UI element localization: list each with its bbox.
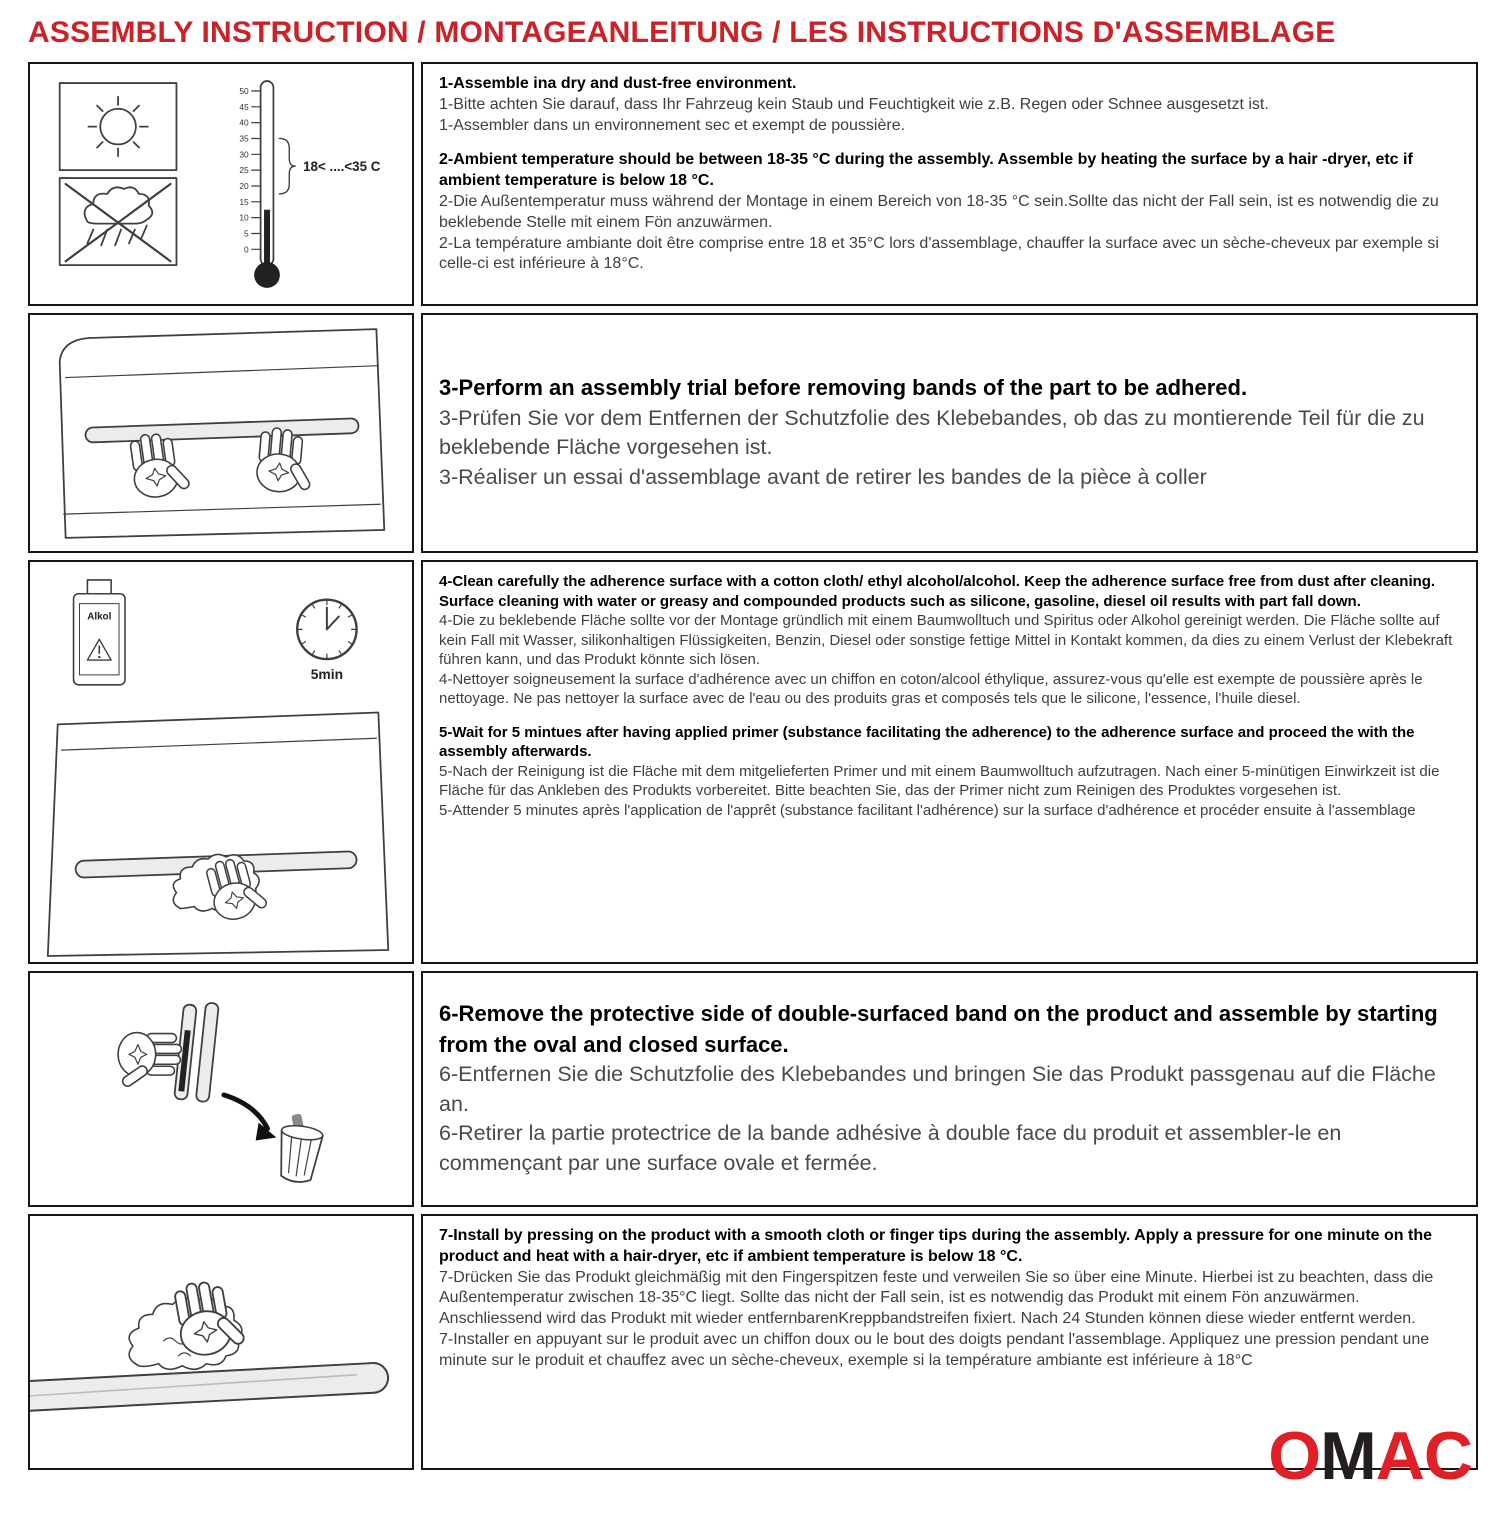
step-7-de: 7-Drücken Sie das Produkt gleichmäßig mit den Fingerspitzen feste und verweilen Sie so über eine Minute. Hierbei ist zu beachten, dass die Außentemperatur zwischen 18-35°C liegt. Sollte das nicht der Fall sein, ist es notwendig das Produkt mit einem Fön anzuwärmen. Anschliessend wird das Produkt mit wieder entfernbarenKreppbandstreifen fixiert. Nach 24 Stunden können diese wieder entfernt werden. [439, 1268, 1434, 1328]
svg-text:45: 45 [239, 101, 249, 112]
step-3-fr: 3-Réaliser un essai d'assemblage avant de retirer les bandes de la pièce à coller [439, 465, 1207, 489]
trash-bin-icon [275, 1111, 326, 1185]
car-door-sketch [30, 315, 412, 551]
temperature-illustration [28, 62, 414, 306]
svg-text:10: 10 [239, 212, 249, 223]
page [0, 16, 1500, 1516]
step-6-de: 6-Entfernen Sie die Schutzfolie des Klebebandes und bringen Sie das Produkt passgenau auf die Fläche an. [439, 1062, 1436, 1116]
assembly-trial-illustration [28, 313, 414, 553]
wait-time-label: 5min [310, 665, 344, 682]
clock-icon [297, 600, 356, 682]
step-5-de: 5-Nach der Reinigung ist die Fläche mit dem mitgelieferten Primer und mit einem Baumwolltuch aufzutragen. Nach einer 5-minütigen Einwirkzeit ist die Fläche für das Ankleben des Produkts vorbereitet. Bitte beachten Sie, das der Primer nicht zum Reinigen des Produktes vorgesehen ist. [439, 762, 1440, 799]
no-rain-icon [60, 178, 177, 265]
step-2-en: 2-Ambient temperature should be between 18-35 °C during the assembly. Assemble by heating the surface by a hair -dryer, etc if ambient temperature is below 18 °C. [439, 151, 1413, 190]
right-hand-icon [255, 427, 316, 495]
step-2-de: 2-Die Außentemperatur muss während der Montage in einem Bereich von 18-35 °C sein.Sollte das nicht der Fall sein, ist es notwendig die zu beklebende Stelle mit einem Fön anzuwärmen. [439, 192, 1439, 231]
svg-text:5: 5 [244, 228, 249, 239]
instruction-text-2 [421, 313, 1478, 553]
arrow-to-bin-icon [224, 1095, 276, 1141]
omac-logo [1268, 1418, 1472, 1494]
step-5-fr: 5-Attender 5 minutes après l'application de l'apprêt (substance facilitant l'adhérence) sur la surface d'adhérence et procéder ensuite à l'assemblage [439, 801, 1416, 819]
instruction-row-3 [28, 560, 1478, 964]
svg-text:0: 0 [244, 244, 249, 255]
logo-letter-o: O [1268, 1418, 1321, 1494]
svg-text:15: 15 [239, 196, 249, 207]
step-7-fr: 7-Installer en appuyant sur le produit avec un chiffon doux ou le bout des doigts pendant l'assemblage. Appliquez une pression pendant une minute sur le produit et chauffez avec un sèche-cheveux, exemple si la température ambiante est inférieure à 18°C [439, 1330, 1430, 1369]
svg-text:20: 20 [239, 180, 249, 191]
trim-strip [85, 418, 358, 442]
instruction-row-5 [28, 1214, 1478, 1470]
step-5-en: 5-Wait for 5 mintues after having applied primer (substance facilitating the adherence) to the adherence surface and proceed the with the assembly afterwards. [439, 723, 1415, 760]
instruction-text-3 [421, 560, 1478, 964]
logo-letter-a: A [1375, 1418, 1424, 1494]
trim-bar [30, 1362, 389, 1411]
svg-text:50: 50 [239, 85, 249, 96]
instruction-row-4 [28, 971, 1478, 1207]
step-2-fr: 2-La température ambiante doit être comprise entre 18 et 35°C lors d'assemblage, chauffer la surface avec un sèche-cheveux par exemple si celle-ci est inférieure à 18°C. [439, 234, 1439, 273]
bottle-label: Alkol [87, 611, 112, 623]
instruction-row-2 [28, 313, 1478, 553]
alcohol-bottle-icon [74, 580, 125, 685]
step-4-de: 4-Die zu beklebende Fläche sollte vor der Montage gründlich mit einem Baumwolltuch und Spiritus oder Alkohol gereinigt werden. Die Fläche sollte auf kein Fall mit Wasser, silikonhaltigen Flüssigkeiten, Benzin, Diesel oder sonstige fettige Mittel in Kontakt kommen, da dies zu einem Verlust der Klebekraft führen kann, und das Produkt könnte sich lösen. [439, 612, 1453, 668]
step-1-en: 1-Assemble ina dry and dust-free environment. [439, 75, 797, 92]
clean-surface-sketch [30, 562, 412, 962]
step-6-fr: 6-Retirer la partie protectrice de la bande adhésive à double face du produit et assembler-le en commençant par une surface ovale et fermée. [439, 1121, 1342, 1176]
svg-text:40: 40 [239, 117, 249, 128]
step-3-de: 3-Prüfen Sie vor dem Entfernen der Schutzfolie des Klebebandes, ob das zu montierende Teil für die zu beklebende Fläche vorgesehen ist. [439, 405, 1425, 460]
peeling-hand-icon [118, 1033, 181, 1089]
clean-surface-illustration [28, 560, 414, 964]
logo-letter-m: M [1320, 1418, 1376, 1494]
press-cloth-sketch [30, 1216, 412, 1468]
step-1-de: 1-Bitte achten Sie darauf, dass Ihr Fahrzeug kein Staub und Feuchtigkeit wie z.B. Regen oder Schnee ausgesetzt ist. [439, 95, 1269, 113]
svg-text:25: 25 [239, 165, 249, 176]
sun-icon [60, 83, 177, 170]
thermometer-icon [239, 81, 380, 288]
wipe-panel-sketch [48, 713, 388, 956]
remove-band-illustration [28, 971, 414, 1207]
step-6-en: 6-Remove the protective side of double-surfaced band on the product and assemble by starting from the oval and closed surface. [439, 1001, 1438, 1057]
temperature-range-label: 18< ....<35 C [303, 159, 381, 175]
logo-letter-c: C [1423, 1418, 1472, 1494]
page-title: ASSEMBLY INSTRUCTION / MONTAGEANLEITUNG / LES INSTRUCTIONS D'ASSEMBLAGE [28, 16, 1336, 49]
svg-text:30: 30 [239, 149, 249, 160]
svg-text:35: 35 [239, 133, 249, 144]
temperature-sketch [30, 64, 412, 304]
instruction-text-4 [421, 971, 1478, 1207]
instruction-row-1 [28, 62, 1478, 306]
step-4-en: 4-Clean carefully the adherence surface with a cotton cloth/ ethyl alcohol/alcohol. Keep the adherence surface free from dust after cleaning. Surface cleaning with water or greasy and compounded products such as silicone, gasoline, diesel oil results with part fall down. [439, 573, 1436, 610]
instruction-text-1 [421, 62, 1478, 306]
press-product-illustration [28, 1214, 414, 1470]
step-4-fr: 4-Nettoyer soigneusement la surface d'adhérence avec un chiffon en coton/alcool éthylique, assurez-vous qu'elle est exempte de poussière après le nettoyage. Ne pas nettoyer la surface avec de l'eau ou des produits gras et composés tels que le silicone, l'essence, l'huile diesel. [439, 670, 1423, 707]
step-1-fr: 1-Assembler dans un environnement sec et exempt de poussière. [439, 116, 906, 134]
peel-tape-sketch [30, 973, 412, 1205]
step-7-en: 7-Install by pressing on the product with a smooth cloth or finger tips during the assembly. Apply a pressure for one minute on the product and heat with a hair-dryer, etc if ambient temperature is below 18 °C. [439, 1227, 1432, 1265]
step-3-en: 3-Perform an assembly trial before removing bands of the part to be adhered. [439, 375, 1248, 401]
